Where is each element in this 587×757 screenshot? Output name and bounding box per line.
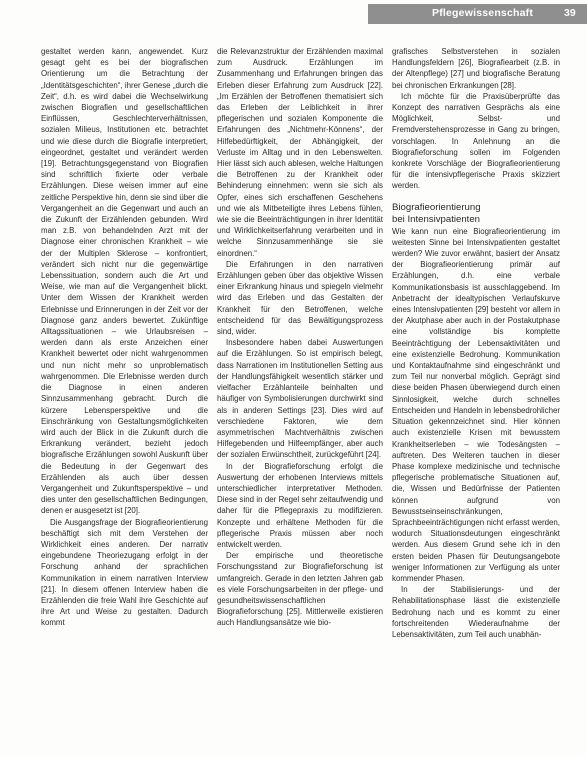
paragraph: In der Stabilisierungs- und der Rehabilitationsphase lässt die existenzielle Bedrohung nach und es kommt zu einer fortschreitenden Wiederaufnahme der Lebensaktivitäten, zum Teil auch unabhän- xyxy=(392,585,560,639)
section-heading-line-2: bei Intensivpatienten xyxy=(392,213,481,225)
paragraph: die Relevanzstruktur der Erzählenden maximal zum Ausdruck. Erzählungen im Zusammenhang und Erfahrungen bringen das Erleben dieser Erfahrung zum Ausdruck [22]. „Im Erzählen der Betroffenen thematisiert sich das Erleben der Leiblichkeit in ihrer pflegerischen und sozialen Komponente die Erfahrungen des „Nichtmehr-Könnens“, der Hilfebedürftigkeit, der Abhängigkeit, der Verluste im Alltag und in den Lebenswelten. Hier lässt sich auch ablesen, welche Haltungen die Betroffenen zu der Krankheit oder Behinderung einnehmen: wenn sie sich als Opfer, eines sich erschaffenen Geschehens und wie als Mitbeteiligte ihres Lebens fühlen, wie sie die Beeinträchtigungen in ihrer Identität und Wirklichkeitserfahrung verarbeiten und in welche Sinnzusammenhänge sie sie einordnen.“ xyxy=(217,47,383,258)
paragraph: Insbesondere haben dabei Auswertungen auf die Erzählungen. So ist empirisch belegt, dass Narrationen im Institutionellen Setting aus der Handlungsfähigkeit wesentlich stärker und vielfacher Erzählanteile beinhalten und häufiger von Symbolisierungen durchwirkt sind als in anderen Settings [23]. Dies wird auf verschiedene Faktoren, wie dem asymmetrischen Machtverhältnis zwischen Hilfegebenden und Hilfeempfänger, aber auch der sozialen Erwünschtheit, zurückgeführt [24]. xyxy=(217,338,383,460)
paragraph: Der empirische und theoretische Forschungsstand zur Biografieforschung ist umfangreich. Gerade in den letzten Jahren gab es viele Forschungsarbeiten in der pflege- und gesundheitswissenschaftlichen Biografieforschung [25]. Mittlerweile existieren auch Handlungsansätze wie bio- xyxy=(217,551,383,628)
page-number: 39 xyxy=(564,7,576,19)
text-column-3 xyxy=(392,46,560,752)
section-heading: Biografieorientierung xyxy=(392,201,481,213)
paragraph: Die Erfahrungen in den narrativen Erzählungen geben über das objektive Wissen einer Erkrankung hinaus und spiegeln vielmehr wird das Erleben und das Gestalten der Krankheit für den Betroffenen, welche entscheidend für das Bewältigungsprozess sind, wider. xyxy=(217,259,383,337)
paragraph: In der Biografieforschung erfolgt die Auswertung der erhobenen Interviews mittels unterschiedlicher interpretativer Methoden. Diese sind in der Regel sehr zeitaufwendig und daher für die Pflegepraxis zu modifizieren. Konzepte und erhältene Methoden für die pflegerische Praxis müssen aber noch entwickelt werden. xyxy=(217,461,383,549)
paragraph: Wie kann nun eine Biografieorientierung im weitesten Sinne bei Intensivpatienten gestaltet werden? Wie zuvor erwähnt, basiert der Ansatz der Biografieorientierung primär auf Erzählungen, d.h. eine verbale Kommunikationsbasis ist ausschlaggebend. Im Anbetracht der idealtypischen Verlaufskurve eines Intensivpatienten [29] besteht vor allem in der Akutphase aber auch in der Postakutphase eine vollständige bis komplette Beeinträchtigung der Lebensaktivitäten und eine existenzielle Bedrohung. Kommunikation und Kontaktaufnahme sind eingeschränkt und zum Teil nur nonverbal möglich. Geprägt sind diese beiden Phasen überwiegend durch einen Sinnlosigkeit, welche durch schnelles Entscheiden und Handeln in lebensbedrohlicher Situation gekennzeichnet sind. Hier können auch existenzielle Krisen mit bewusstem Krankheitserleben – wie Todesängsten – auftreten. Des Weiteren tauchen in dieser Phase komplexe medizinische und technische pflegerische problematische Situationen auf, die, Wissen und Bedürfnisse der Patienten können aufgrund von Bewusstseinseinschränkungen, Sprachbeeinträchtigungen nicht erfasst werden, wodurch Situationsdeutungen eingeschränkt werden. Aus diesem Grund sehe ich in den ersten beiden Phasen für Deutungsangebote weniger Informationen zur Verfügung als unter kommender Phasen. xyxy=(392,226,560,583)
journal-section-title: Pflegewissenschaft xyxy=(432,7,534,19)
paragraph: Ich möchte für die Praxisüberprüfte das Konzept des narrativen Gesprächs als eine Möglichkeit, Selbst- und Fremdverstehensprozesse in Gang zu bringen, vorschlagen. In Anlehnung an die Biografieforschung sollen im Folgenden konkrete Vorschläge der Biografieorientierung für die intensivpflegerische Praxis skizziert werden. xyxy=(392,91,560,191)
text-column-2 xyxy=(217,46,383,752)
paragraph: gestaltet werden kann, angewendet. Kurz gesagt geht es bei der biografischen Orientierung um die Betrachtung der „Identitätsgeschichten“, ihrer Genese „durch die Zeit“, d.h. es wird dabei die Wechselwirkung zwischen Biografien und gesellschaftlichen Einflüssen, Geschlechterverhältnissen, sozialen Milieus, Institutionen etc. betrachtet und wie diese durch die Biografie interpretiert, eingeordnet, gestaltet und verändert werden [19]. Betrachtungsgegenstand von Biografien sind schriftlich fixierte oder verbale Erzählungen. Diese weisen immer auf eine zeitliche Perspektive hin, denn sie sind über die Vergangenheit an die Gegenwart und auch an die Zukunft der Erzählenden gebunden. Wird man z.B. von behandelnden Arzt mit der Diagnose einer chronischen Krankheit – wie der der Multiplen Sklerose – konfrontiert, verändert sich nicht nur die gegenwärtige Lebenssituation, sondern auch die Art und Weise, wie man auf die Vergangenheit blickt. Unter dem Wissen der Krankheit werden Erlebnisse und Erinnerungen in der Zeit vor der Diagnose ganz anders bewertet. Zukünftige Alltagssituationen – wie Urlaubsreisen – werden dann als erste Anzeichen einer Krankheit bewertet oder nicht wahrgenommen und nun nicht mehr so unproblematisch wahrgenommen. Die Erlebnisse werden durch die Diagnose in einen anderen Sinnzusammenhang gebracht. Durch die kürzere Lebensperspektive und die Einschränkung von Gestaltungsmöglichkeiten wird auch der Blick in die Zukunft durch die Erkrankung verändert, bezieht jedoch biografische Erzählungen sowohl Auskunft über die Bedeutung in der Gegenwart des Erzählenden als auch über dessen Vergangenheit und Zukunftsperspektive – und dies unter den gesellschaftlichen Bedingungen, denen er ausgesetzt ist [20]. xyxy=(41,47,208,516)
paragraph: grafisches Selbstverstehen in sozialen Handlungsfeldern [26], Biografiearbeit (z.B. in der Altenpflege) [27] und biografische Beratung bei chronischen Erkrankungen [28]. xyxy=(392,47,560,90)
running-header xyxy=(368,4,587,24)
paragraph: Die Ausgangsfrage der Biografieorientierung beschäftigt sich mit dem Verstehen der Wirklichkeit eines anderen. Der narrativ eingebundene Theoriezugang erfolgt in der Forschung anhand der sprachlichen Kommunikation in einem narrativen Interview [21]. In diesem offenen Interview haben die Erzählenden die freie Wahl ihre Geschichte auf ihre Art und Weise zu gestalten. Dadurch kommt xyxy=(41,517,208,628)
text-column-1 xyxy=(41,46,208,752)
